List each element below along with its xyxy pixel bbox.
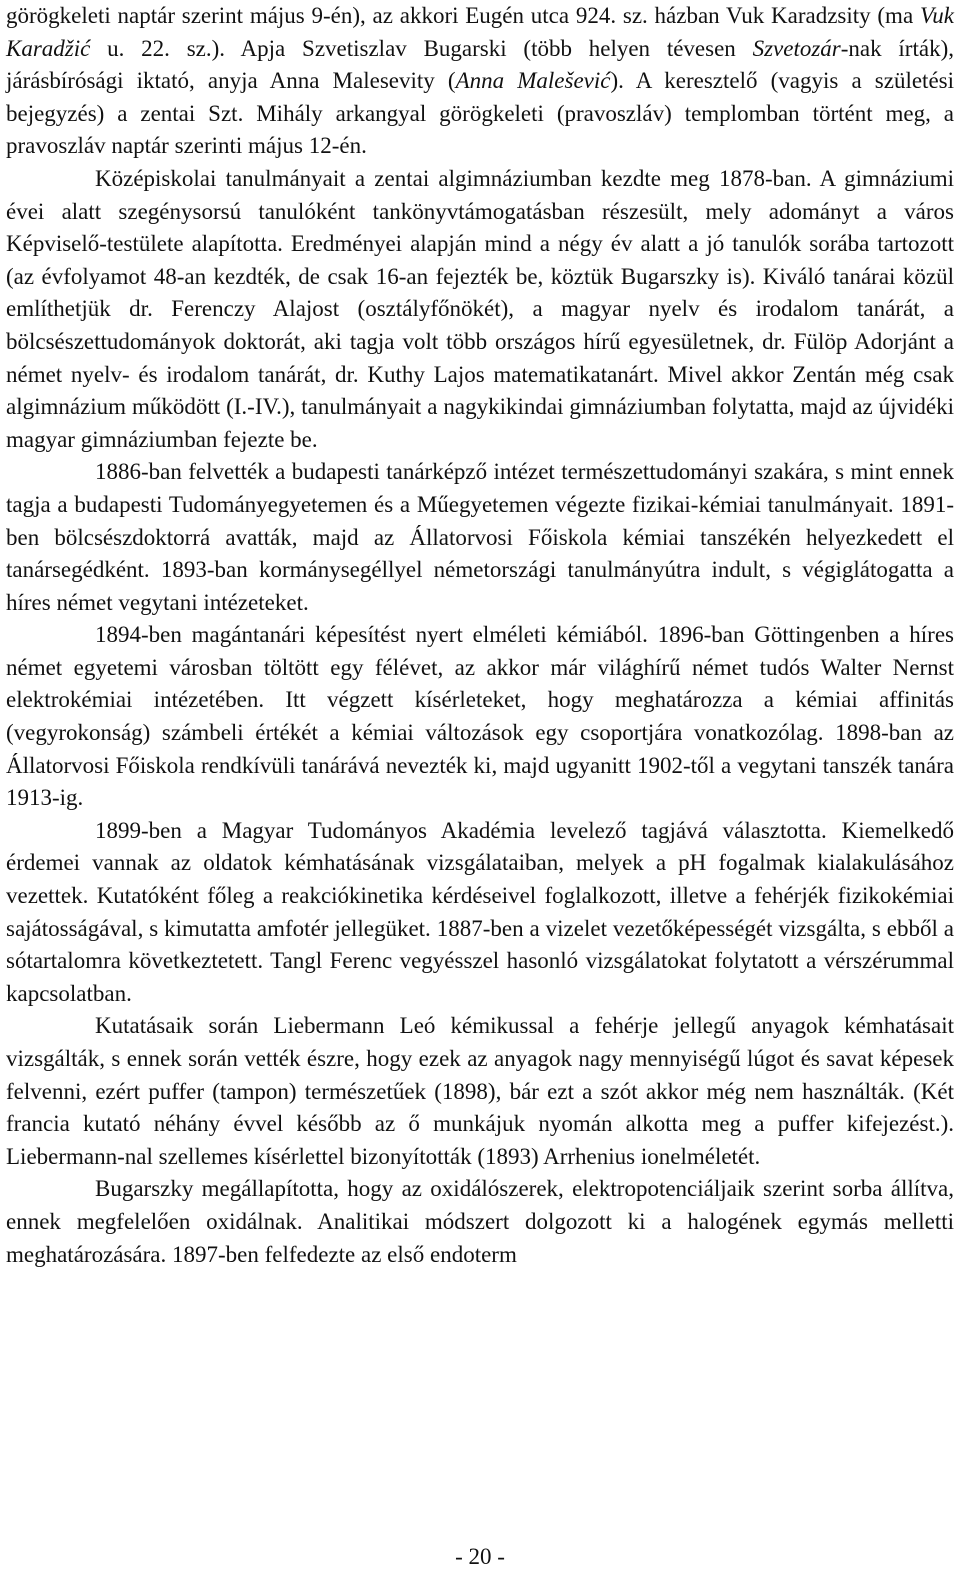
body-paragraph: [6, 815, 954, 1011]
body-paragraph: [6, 456, 954, 619]
text-segment: 1899-ben a Magyar Tudományos Akadémia levelező tagjává választotta. Kiemelkedő érdemei vannak az oldatok kémhatásának vizsgálataiban, melyek a pH fogalmak kialakulásához vezettek. Kutatóként főleg a reakciókinetika kérdéseivel foglalkozott, illetve a fehérjék fizikokémiai sajátosságával, s kimutatta amfotér jellegüket. 1887-ben a vizelet vezetőképességét vizsgálta, s ebből a sótartalomra következtetett. Tangl Ferenc vegyésszel hasonló vizsgálatokat folytatott a vérszérummal kapcsolatban.: [6, 817, 954, 1006]
body-paragraph: [6, 1173, 954, 1271]
text-segment: -nak írták), járásbírósági iktató, anyja Anna Malesevity (: [6, 35, 954, 94]
italic-text: Szvetozár: [752, 35, 841, 61]
body-paragraph: [6, 1010, 954, 1173]
text-segment: 1886-ban felvették a budapesti tanárképző intézet természettudományi szakára, s mint ennek tagja a budapesti Tudományegyetemen és a Műegyetemen végezte fizikai-kémiai tanulmányait. 1891-ben bölcsészdoktorrá avatták, majd az Állatorvosi Főiskola kémiai tanszékén helyezkedett el tanársegédként. 1893-ban kormánysegéllyel németországi tanulmányútra indult, s végiglátogatta a híres német vegytani intézeteket.: [6, 459, 954, 615]
text-segment: görögkeleti naptár szerint május 9-én), az akkori Eugén utca 924. sz. házban Vuk Karadzsity (ma: [6, 3, 920, 28]
document-page: [6, 0, 954, 1271]
text-segment: Középiskolai tanulmányait a zentai algimnáziumban kezdte meg 1878-ban. A gimnáziumi évei alatt szegénysorsú tanulóként tankönyvtámogatásban részesült, mely adományt a város Képviselő-testülete alapította. Eredményei alapján mind a négy év alatt a jó tanulók sorába tartozott (az évfolyamot 48-an kezdték, de csak 16-an fejezték be, köztük Bugarszky is). Kiváló tanárai közül említhetjük dr. Ferenczy Alajost (osztályfőnökét), a magyar nyelv és irodalom tanárát, a bölcsészettudományok doktorát, aki tagja volt több országos hírű egyesületnek, dr. Fülöp Adorjánt a német nyelv- és irodalom tanárát, dr. Kuthy Lajos matematikatanárt. Mivel akkor Zentán még csak algimnázium működött (I.-IV.), tanulmányait a nagykikindai gimnáziumban folytatta, majd az újvidéki magyar gimnáziumban fejezte be.: [6, 165, 954, 452]
text-segment: ). A keresztelő (vagyis a születési bejegyzés) a zentai Szt. Mihály arkangyal görögkeleti (pravoszláv) templomban történt meg, a pravoszláv naptár szerinti május 12-én.: [6, 68, 954, 159]
italic-text: Vuk Karadžić: [6, 3, 954, 61]
italic-text: Anna Malešević: [455, 68, 611, 94]
text-segment: u. 22. sz.). Apja Szvetiszlav Bugarski (több helyen tévesen: [90, 35, 753, 61]
text-segment: Bugarszky megállapította, hogy az oxidálószerek, elektropotenciáljaik szerint sorba állítva, ennek megfelelően oxidálnak. Analitikai módszert dolgozott ki a halogének egymás melletti meghatározására. 1897-ben felfedezte az első endoterm: [6, 1176, 954, 1267]
body-paragraph: [6, 163, 954, 456]
page-number: - 20 -: [455, 1544, 505, 1569]
text-segment: 1894-ben magántanári képesítést nyert elméleti kémiából. 1896-ban Göttingenben a híres német egyetemi városban töltött egy félévet, az akkor már világhírű német tudós Walter Nernst elektrokémiai intézetében. Itt végzett kísérleteket, hogy meghatározza a kémiai affinitás (vegyrokonság) számbeli értékét a kémiai változások egy csoportjára vonatkozólag. 1898-ban az Állatorvosi Főiskola rendkívüli tanárává nevezték ki, majd ugyanitt 1902-től a vegytani tanszék tanára 1913-ig.: [6, 622, 954, 811]
body-paragraph: [6, 619, 954, 815]
text-segment: Kutatásaik során Liebermann Leó kémikussal a fehérje jellegű anyagok kémhatásait vizsgálták, s ennek során vették észre, hogy ezek az anyagok nagy mennyiségű lúgot és savat képesek felvenni, ezért puffer (tampon) természetűek (1898), bár ezt a szót akkor még nem használták. (Két francia kutató néhány évvel később az ő munkájuk nyomán alkotta meg a puffer kifejezést.). Liebermann-nal szellemes kísérlettel bizonyították (1893) Arrhenius ionelméletét.: [6, 1013, 954, 1169]
body-paragraph: [6, 0, 954, 163]
